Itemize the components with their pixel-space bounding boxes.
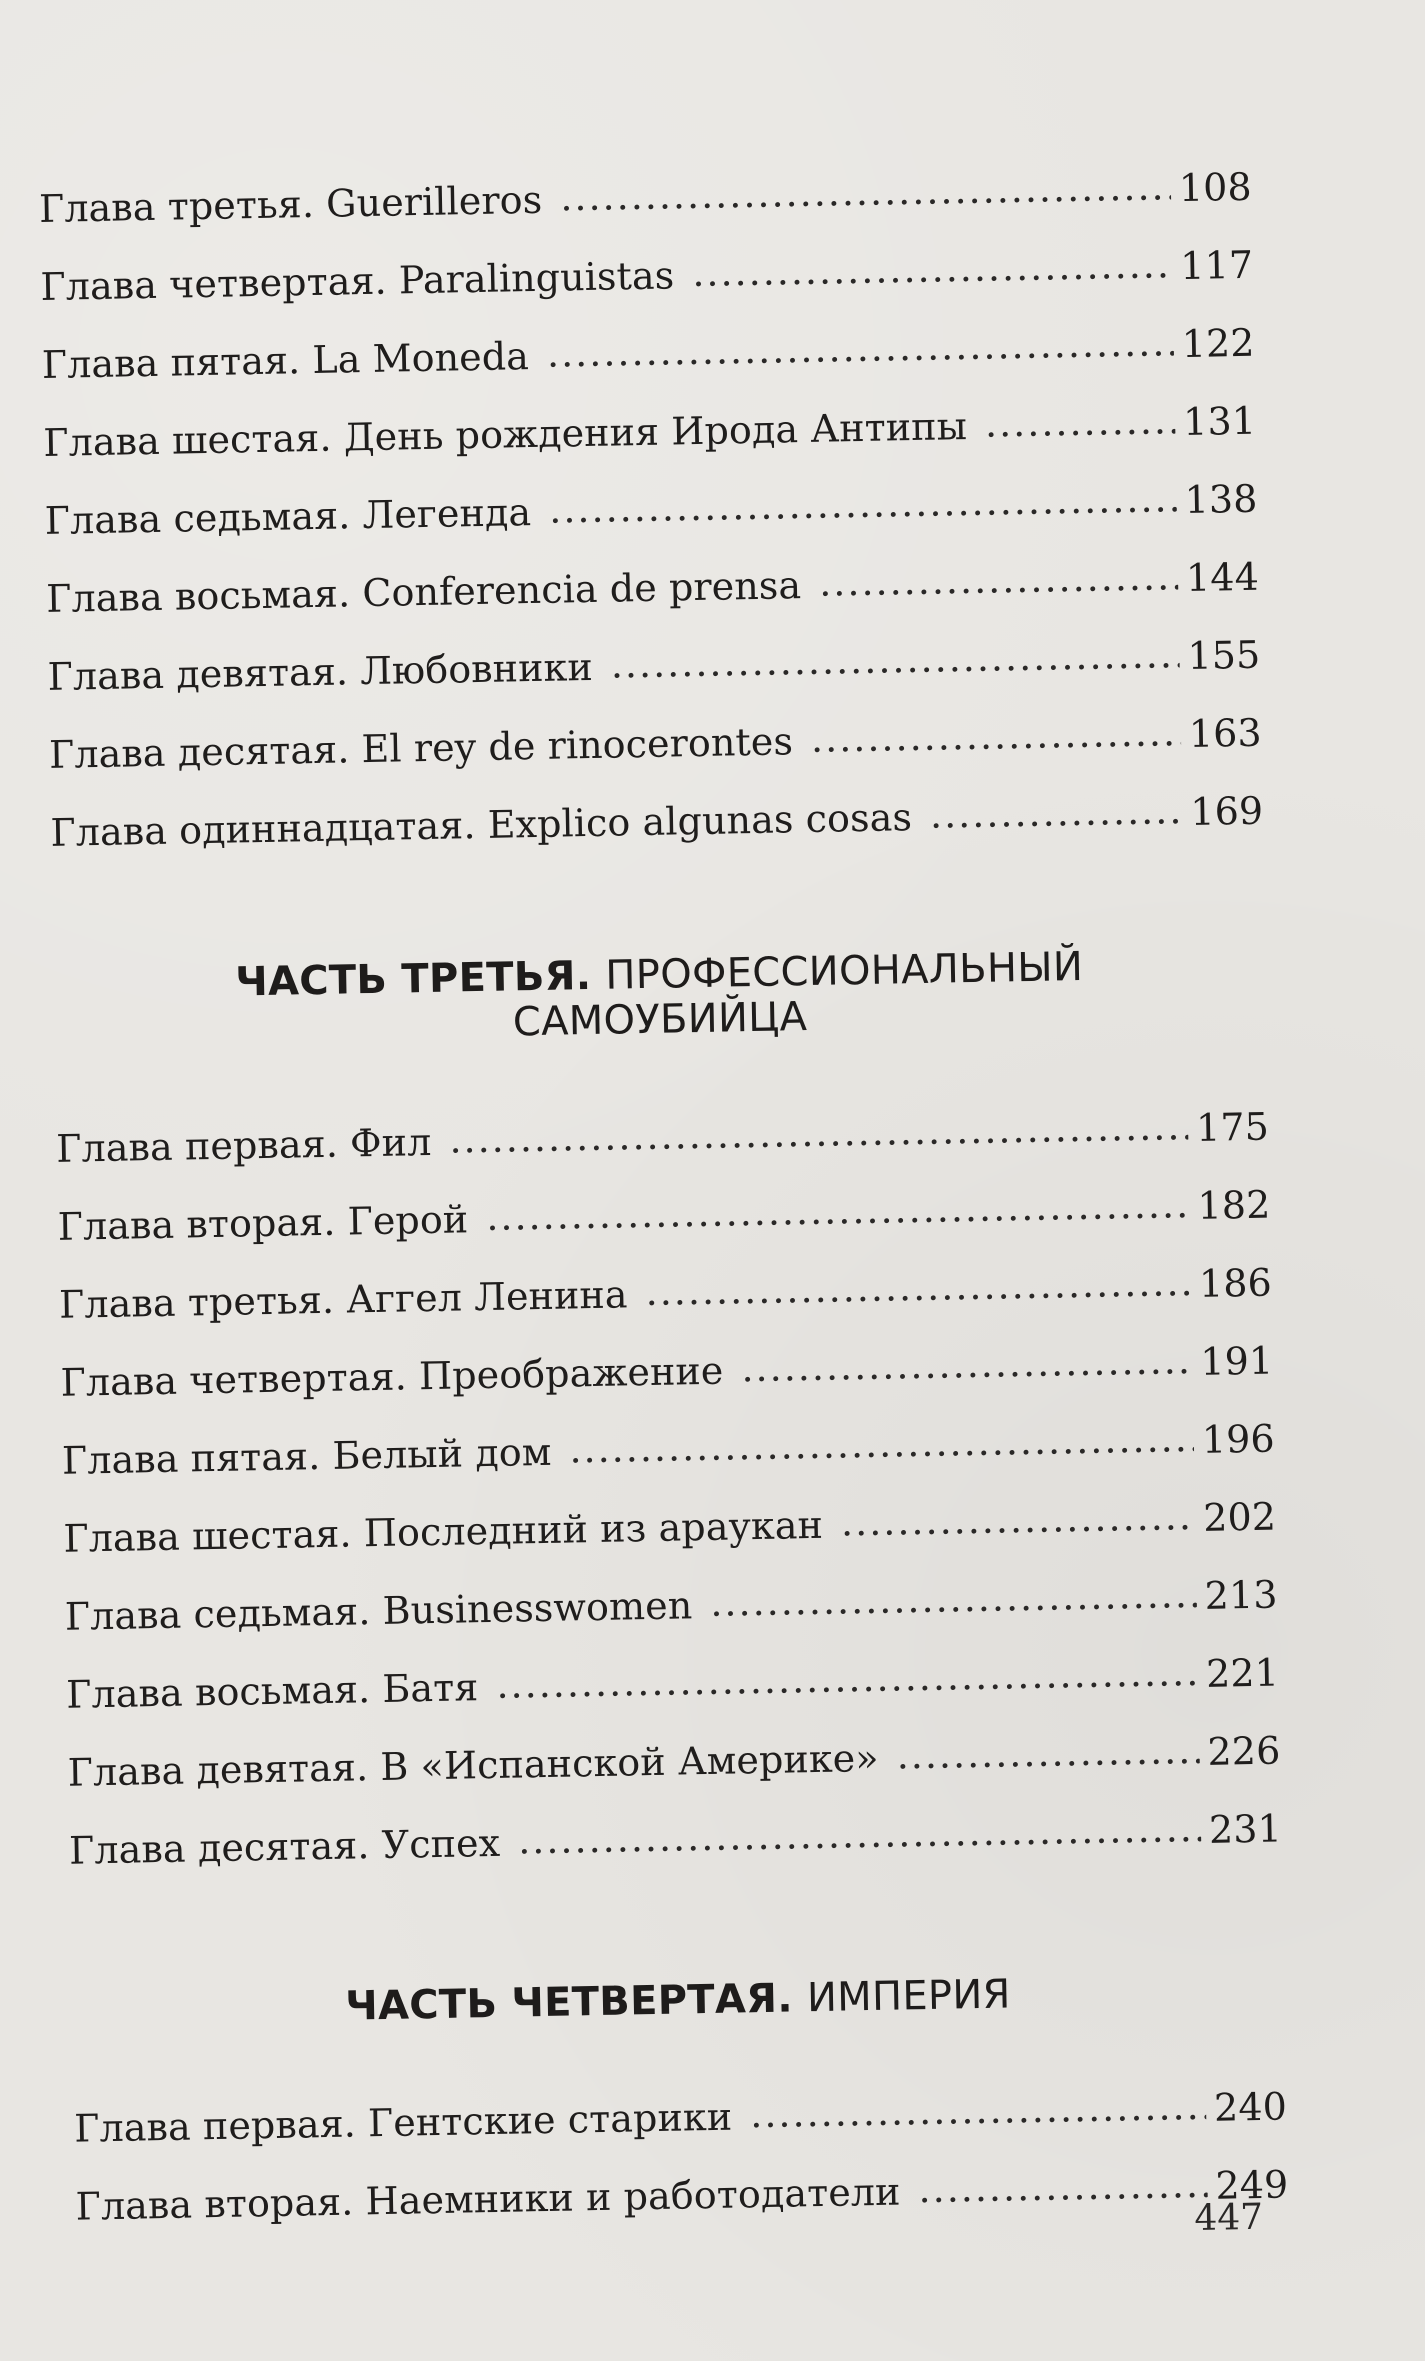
toc-entry-page: 169: [1189, 788, 1264, 834]
toc-entry-page: 202: [1202, 1494, 1277, 1540]
toc-leader-dots: [518, 1809, 1202, 1860]
toc-entry-page: 144: [1185, 554, 1260, 601]
toc-entry-title: Глава вторая. Наемники и работодатели: [75, 2169, 901, 2230]
part-four-label: ЧАСТЬ ЧЕТВЕРТАЯ.: [344, 1975, 794, 2030]
part-three-title-line1: ПРОФЕССИОНАЛЬНЫЙ: [605, 943, 1084, 999]
toc-list-part-four: [73, 2048, 1289, 2230]
toc-entry-title: Глава девятая. В «Испанской Америке»: [67, 1735, 880, 1795]
toc-entry-page: 213: [1204, 1572, 1278, 1618]
toc-entry-page: 196: [1201, 1416, 1276, 1462]
toc-entry-title: Глава восьмая. Conferencia de prensa: [45, 563, 802, 621]
toc-entry-page: 226: [1207, 1728, 1281, 1774]
toc-entry-page: 108: [1178, 164, 1253, 211]
toc-entry-title: Глава четвертая. Paralinguistas: [40, 253, 675, 309]
toc-entry-page: 249: [1215, 2162, 1289, 2209]
toc-leader-dots: [692, 245, 1173, 292]
toc-leader-dots: [819, 557, 1179, 602]
toc-leader-dots: [841, 1497, 1196, 1541]
toc-entry-page: 155: [1187, 632, 1261, 679]
part-four-heading: [72, 1967, 1285, 2034]
toc-entry-page: 131: [1182, 398, 1257, 445]
toc-leader-dots: [918, 2165, 1208, 2208]
toc-entry-title: Глава вторая. Герой: [57, 1196, 469, 1249]
toc-entry-title: Глава девятая. Любовники: [47, 644, 594, 699]
toc-entry-page: 221: [1205, 1650, 1280, 1696]
toc-list-part-two: [38, 128, 1264, 855]
toc-entry-page: 175: [1195, 1104, 1270, 1150]
toc-entry-page: 186: [1198, 1260, 1273, 1306]
toc-entry-page: 182: [1197, 1182, 1271, 1228]
toc-leader-dots: [896, 1731, 1200, 1775]
toc-entry-title: Глава первая. Гентские старики: [73, 2095, 733, 2152]
toc-entry-title: Глава третья. Аггел Ленина: [58, 1271, 628, 1327]
part-four-title: ИМПЕРИЯ: [806, 1971, 1012, 2021]
toc-entry-title: Глава седьмая. Легенда: [44, 490, 532, 543]
toc-entry-page: 122: [1181, 320, 1255, 367]
toc-entry-title: Глава пятая. La Moneda: [41, 334, 530, 387]
page-number: 447: [1194, 2196, 1264, 2239]
toc-leader-dots: [741, 1341, 1193, 1387]
table-of-contents: [38, 128, 1289, 2230]
toc-entry-title: Глава десятая. Успех: [68, 1820, 501, 1873]
part-three-title-line2: САМОУБИЙЦА: [512, 993, 808, 1046]
toc-leader-dots: [750, 2087, 1207, 2133]
toc-entry-title: Глава пятая. Белый дом: [61, 1429, 552, 1483]
part-three-label: ЧАСТЬ ТРЕТЬЯ.: [234, 953, 592, 1006]
toc-entry-page: 191: [1199, 1338, 1274, 1384]
toc-entry-title: Глава восьмая. Батя: [65, 1664, 479, 1717]
toc-entry-page: 138: [1184, 476, 1258, 523]
toc-entry-page: 163: [1188, 710, 1263, 757]
toc-entry-title: Глава первая. Фил: [55, 1119, 432, 1171]
toc-entry-page: 231: [1208, 1806, 1283, 1852]
toc-entry-title: Глава шестая. День рождения Ирода Антипы: [42, 404, 968, 465]
toc-entry-page: 117: [1179, 242, 1254, 289]
toc-entry-page: 240: [1213, 2084, 1288, 2131]
toc-entry-title: Глава седьмая. Businesswomen: [64, 1582, 693, 1639]
toc-leader-dots: [985, 401, 1176, 442]
toc-leader-dots: [930, 791, 1183, 834]
toc-entry-title: Глава десятая. El rey de rinocerontes: [48, 719, 794, 777]
toc-leader-dots: [710, 1575, 1197, 1622]
toc-entry-title: Глава одиннадцатая. Explico algunas cosas: [50, 795, 913, 855]
toc-entry-title: Глава третья. Guerilleros: [38, 177, 543, 231]
toc-entry-title: Глава шестая. Последний из араукан: [63, 1502, 824, 1561]
toc-entry-title: Глава четвертая. Преображение: [60, 1348, 724, 1405]
part-three-heading: [53, 942, 1266, 1054]
toc-leader-dots: [811, 713, 1182, 758]
toc-list-part-three: [55, 1067, 1283, 1873]
